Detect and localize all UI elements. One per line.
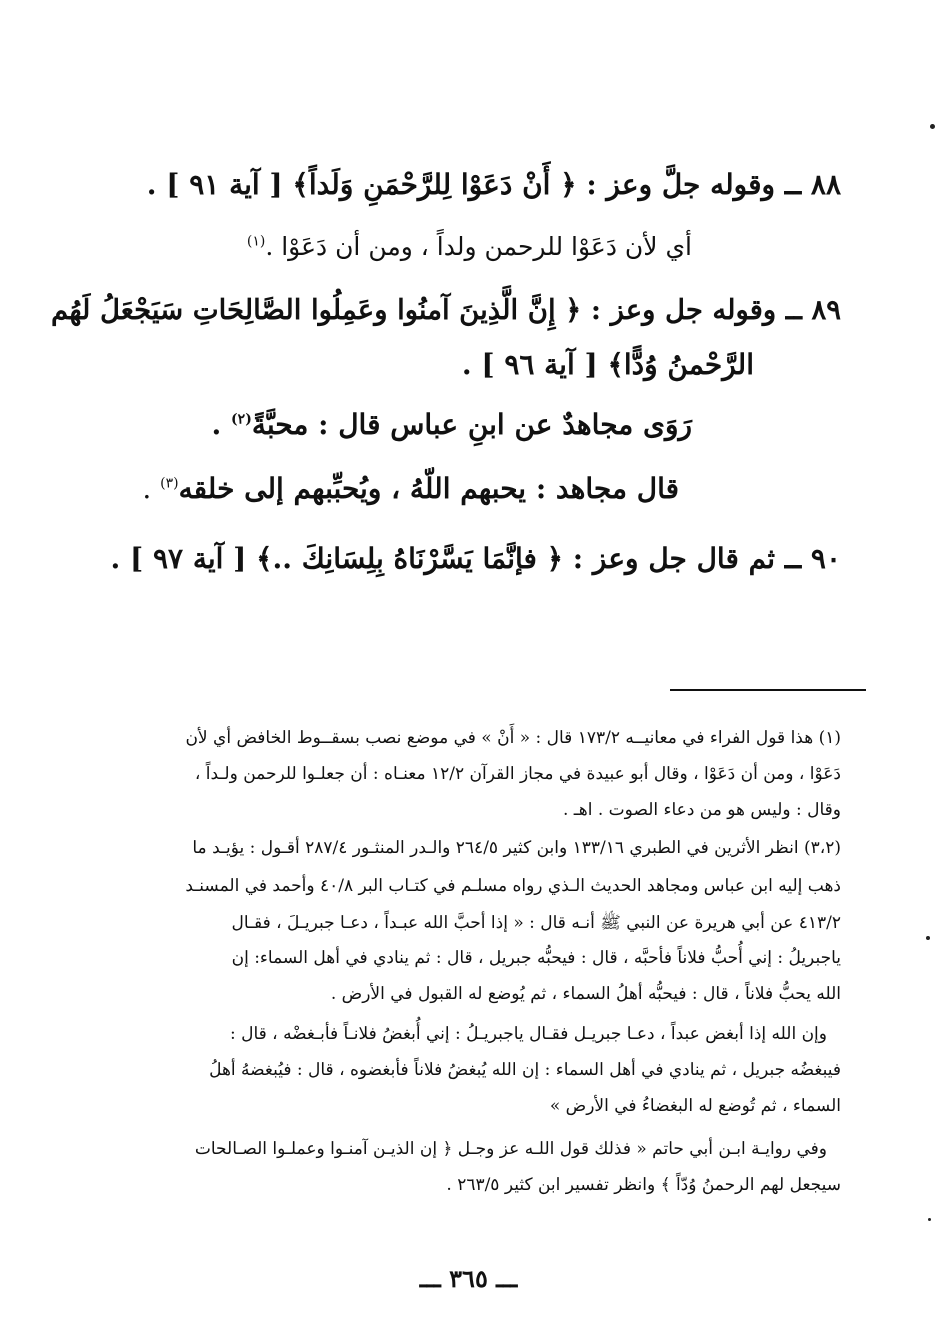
verse-89-heading-line-1: ٨٩ ــ وقوله جل وعز : ﴿ إِنَّ الَّذِينَ آمنُوا وعَمِلُوا الصَّالِحَاتِ سَيَجْعَلُ لَهُم (51, 294, 841, 326)
verse-89-narration-1 (212, 408, 692, 441)
scan-speck (928, 1218, 931, 1221)
verse-90-heading: ٩٠ ــ ثم قال جل وعز : ﴿ فإنَّمَا يَسَّرْنَاهُ بِلِسَانِكَ ..﴾ [ آية ٩٧ ] . (110, 542, 841, 575)
footnote-line-1: (١) هذا قول الفراء في معانيــه ١٧٣/٢ قال : « أَنْ » في موضع نصب بسقــوط الخافض أي لأن (185, 728, 841, 748)
narration-1-end: . (211, 408, 232, 441)
footnote-line-9: وإن الله إذا أبغض عبداً ، دعـا جبريـل فقـال ياجبريـلُ : إني أُبغضُ فلانـاً فأبـغضْه ، قال : (229, 1024, 827, 1044)
scan-speck (926, 936, 930, 940)
footnote-line-13: سيجعل لهم الرحمنُ وُدّاً ﴾ وانظر تفسير ابن كثير ٢٦٣/٥ . (446, 1175, 841, 1195)
narration-2-text: قال مجاهد : يحبهم اللّهُ ، ويُحبِّبهم إلى خلقه (178, 472, 679, 505)
footnote-line-3: وقال : وليس هو من دعاء الصوت . اهـ . (562, 800, 841, 820)
narration-1-text: رَوَى مجاهدٌ عن ابنِ عباس قال : محبَّةً (251, 408, 692, 441)
footnote-line-4: (٣،٢) انظر الأثرين في الطبري ١٣٣/١٦ وابن كثير ٢٦٤/٥ والـدر المنثـور ٢٨٧/٤ أقـول : يؤيـد ما (192, 838, 841, 858)
footnote-ref-2: (٢) (231, 411, 252, 428)
scan-speck (930, 124, 935, 129)
footnote-line-11: السماء ، ثم تُوضع له البغضاءُ في الأرض » (549, 1096, 841, 1116)
footnote-ref-1: (١) (246, 233, 266, 250)
verse-89-narration-2 (142, 472, 679, 505)
verse-89-heading-line-2: الرَّحْمنُ وُدًّا﴾ [ آية ٩٦ ] . (461, 348, 754, 381)
footnote-line-8: الله يحبُّ فلاناً ، قال : فيحبُّه أهلُ السماء ، ثم يُوضع له القبول في الأرض . (330, 984, 841, 1004)
footnote-line-10: فيبغضُه جبريل ، ثم ينادي في أهل السماء : إن الله يُبغضُ فلاناً فأبغضوه ، قال : فيُبغضهُ أهلُ (209, 1060, 841, 1080)
verse-88-heading: ٨٨ ــ وقوله جلَّ وعز : ﴿ أَنْ دَعَوْا لِلرَّحْمَنِ وَلَداً﴾ [ آية ٩١ ] . (146, 168, 841, 201)
verse-88-commentary-text: أي لأن دَعَوْا للرحمن ولداً ، ومن أن دَعَوْا . (265, 232, 692, 261)
verse-88-commentary (247, 232, 692, 261)
footnote-ref-3: (٣) (160, 475, 179, 492)
footnote-line-12: وفي روايـة ابـن أبي حاتم « فذلك قول اللـه عز وجـل ﴿ إن الذيـن آمنـوا وعملـوا الصـالحات (194, 1139, 827, 1159)
page-number: ـــ ٣٦٥ ـــ (419, 1264, 518, 1293)
footnote-separator (670, 689, 866, 691)
footnote-line-6: ٤١٣/٢ عن أبي هريرة عن النبي ﷺ أنـه قال : « إذا أحبَّ الله عبـداً ، دعـا جبريـلَ ، فقـال (231, 913, 841, 933)
narration-2-end: . (142, 472, 161, 505)
footnote-line-7: ياجبريلُ : إني أُحبُّ فلاناً فأحبَّه ، قال : فيحبُّه جبريل ، قال : ثم ينادي في أهل السماء: إن (231, 948, 841, 968)
footnote-line-2: دَعَوْا ، ومن أن دَعَوْا ، وقال أبو عبيدة في مجاز القرآن ١٢/٢ معنـاه : أن جعلـوا للرحمن ولـداً ، (194, 764, 841, 784)
footnote-line-5: ذهب إليه ابن عباس ومجاهد الحديث الـذي رواه مسلـم في كتـاب البر ٤٠/٨ وأحمد في المسنـد (185, 876, 841, 896)
